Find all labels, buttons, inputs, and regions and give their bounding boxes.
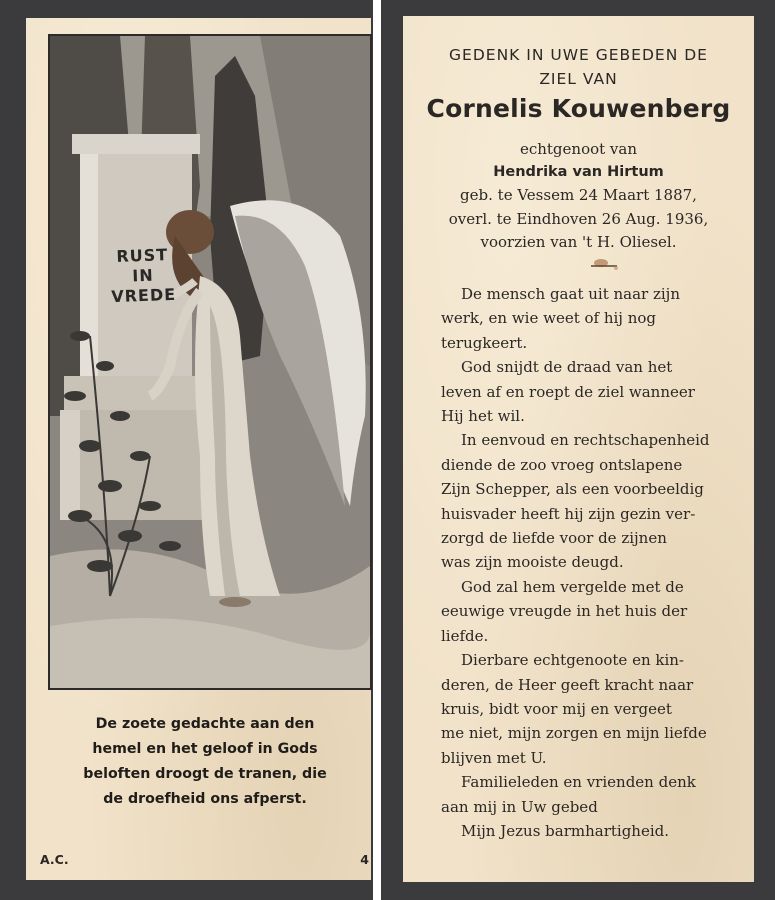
inscription-line: IN: [131, 265, 154, 286]
consolation-caption: [46, 712, 364, 812]
prayer-line: werk, en wie weet of hij nog: [441, 309, 657, 328]
prayer-line: Dierbare echtgenoote en kin-: [461, 651, 684, 670]
card-paper-front: [26, 18, 371, 880]
illustration-drawing: [50, 36, 370, 688]
angel-at-grave-illustration: [48, 34, 372, 690]
caption-line: beloften droogt de tranen, die: [83, 766, 327, 782]
birth-death-details: [403, 184, 754, 255]
prayer-line: blijven met U.: [441, 748, 547, 767]
prayer-line: eeuwige vreugde in het huis der: [441, 602, 688, 621]
heading-line-1: GEDENK IN UWE GEBEDEN DE: [449, 46, 708, 64]
caption-line: hemel en het geloof in Gods: [92, 741, 318, 757]
prayer-line: God zal hem vergelde met de: [461, 577, 684, 596]
life-line: geb. te Vessem 24 Maart 1887,: [460, 186, 697, 204]
prayer-text: [441, 282, 737, 843]
prayer-line: aan mij in Uw gebed: [441, 797, 598, 816]
prayer-line: Zijn Schepper, als een voorbeeldig: [441, 480, 704, 499]
prayer-line: In eenvoud en rechtschapenheid: [461, 431, 710, 450]
life-line: overl. te Eindhoven 26 Aug. 1936,: [448, 209, 709, 228]
prayer-line: zorgd de liefde voor de zijnen: [441, 529, 667, 548]
deceased-name: Cornelis Kouwenberg: [426, 94, 731, 123]
spouse-label: echtgenoot van: [519, 140, 638, 158]
inscription-line: RUST: [116, 245, 169, 266]
life-line: voorzien van 't H. Oliesel.: [480, 233, 677, 251]
spouse-name: Hendrika van Hirtum: [493, 164, 664, 180]
prayer-line: huisvader heeft hij zijn gezin ver-: [441, 504, 696, 523]
prayer-line: terugkeert.: [441, 333, 528, 352]
prayer-line: De mensch gaat uit naar zijn: [461, 285, 680, 303]
prayer-line: leven af en roept de ziel wanneer: [441, 382, 695, 401]
inscription-line: VREDE: [110, 284, 177, 307]
heading-line-2: ZIEL VAN: [539, 70, 618, 88]
caption-line: De zoete gedachte aan den: [95, 716, 315, 732]
memorial-card-front: [0, 0, 373, 900]
prayer-line: deren, de Heer geeft kracht naar: [441, 675, 694, 694]
printer-initials: A.C.: [40, 852, 69, 867]
card-number: 4: [360, 852, 369, 867]
prayer-line: Familieleden en vrienden denk: [461, 773, 696, 792]
prayer-line: God snijdt de draad van het: [461, 358, 673, 377]
prayer-line: was zijn mooiste deugd.: [441, 553, 624, 572]
memorial-card-back: [381, 0, 775, 900]
prayer-line: Hij het wil.: [441, 407, 525, 426]
pillar-inscription: [99, 245, 187, 308]
ink-stain: [589, 254, 621, 274]
prayer-line: diende de zoo vroeg ontslapene: [441, 455, 683, 474]
prayer-line: liefde.: [441, 626, 489, 645]
prayer-line: Mijn Jezus barmhartigheid.: [461, 821, 670, 840]
prayer-line: me niet, mijn zorgen en mijn liefde: [441, 724, 707, 743]
caption-line: de droefheid ons afperst.: [103, 791, 307, 807]
card-paper-back: [403, 16, 754, 882]
prayer-line: kruis, bidt voor mij en vergeet: [441, 699, 672, 718]
